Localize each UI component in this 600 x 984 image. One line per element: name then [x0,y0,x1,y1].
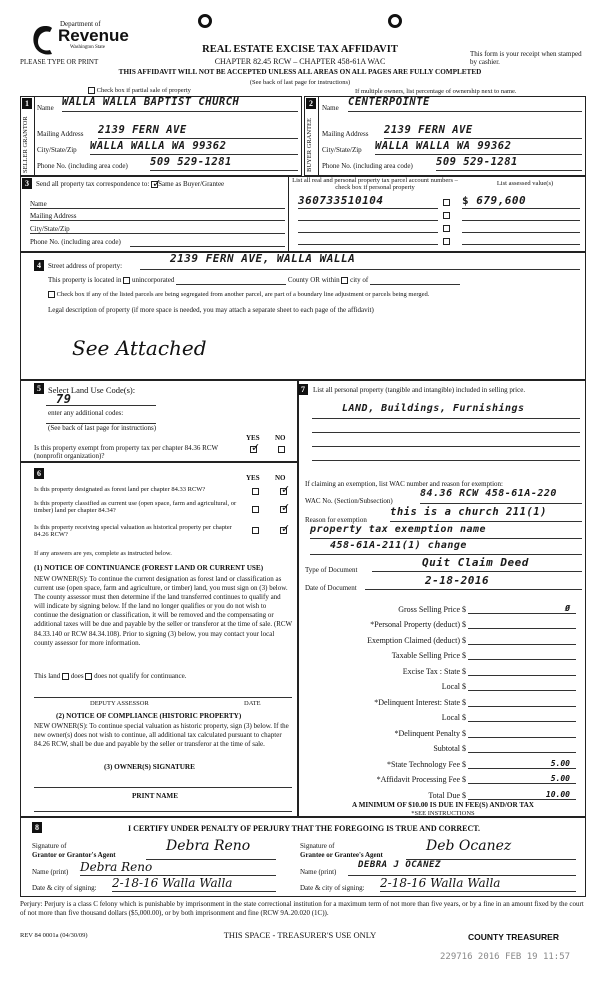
assessed-value-field-2[interactable] [462,209,580,221]
buyer-city-field[interactable]: WALLA WALLA WA 99362 [375,140,582,155]
wac-field[interactable]: 84.36 RCW 458-61A-220 [420,488,582,504]
city-field[interactable] [370,276,460,285]
section-3-number: 3 [22,178,32,189]
wac-label: WAC No. (Section/Subsection) [305,497,393,505]
fee-label: Subtotal $ [433,744,466,753]
grantor-print-label: Name (print) [32,868,69,876]
s3-phone-field[interactable] [130,234,285,247]
s3-name-label: Name [30,200,47,208]
reason-field-2[interactable]: property tax exemption name [310,524,582,539]
same-as-buyer-checkbox[interactable]: ✓ [152,177,162,190]
does-not-label: does not qualify for continuance. [94,672,187,680]
grantee-sig-label1: Signature of [300,842,335,850]
grantor-sig-label1: Signature of [32,842,67,850]
assessed-value-field-4[interactable] [462,233,580,245]
seller-city-label: City/State/Zip [37,146,77,154]
land-use-field[interactable]: 79 [46,392,156,406]
parcel-number-field-2[interactable] [298,209,438,221]
s6-yes: YES [246,474,260,482]
personal-property-checkbox-4[interactable] [443,238,450,245]
s5-no: NO [275,434,286,442]
parcel-number-field-4[interactable] [298,233,438,245]
land-use-label: Select Land Use Code(s): [48,385,136,395]
notice1-title: (1) NOTICE OF CONTINUANCE (FOREST LAND OR CURRENT USE) [34,564,264,572]
reason-label: Reason for exemption [305,516,367,524]
historic-question: Is this property receiving special valuation as historical property per chapter 84.26 RCW? [34,524,232,538]
warning: THIS AFFIDAVIT WILL NOT BE ACCEPTED UNLESS ALL AREAS ON ALL PAGES ARE FULLY COMPLETED [118,68,482,76]
fees-table [300,598,584,800]
fee-value[interactable] [468,737,576,738]
grantee-print-field[interactable]: DEBRA J OCANEZ [348,860,576,876]
exempt-yes-checkbox[interactable]: ✓ [251,442,261,454]
fee-value[interactable] [468,628,576,629]
dor-logo [30,20,129,60]
section-4-box [20,252,586,380]
fee-label: Total Due $ [428,790,466,800]
county-or-label: County OR within [287,276,340,284]
current-use-yes-checkbox[interactable] [252,506,259,513]
fee-value[interactable]: 5.00 [468,759,576,769]
seller-phone-field[interactable]: 509 529-1281 [150,156,298,171]
s3-city-field[interactable] [30,221,285,234]
fee-row [300,645,584,661]
doc-date-label: Date of Document [305,584,357,592]
date-label: DATE [244,700,261,707]
grantee-signature-field[interactable]: Deb Ocanez [406,838,576,860]
print-note: PLEASE TYPE OR PRINT [20,58,99,66]
exempt-question: Is this property exempt from property tax per chapter 84.36 RCW (nonprofit organization)? [34,444,218,460]
s5-see-back: (See back of last page for instructions) [48,424,157,432]
city-of-checkbox[interactable] [341,277,348,284]
buyer-mailing-label: Mailing Address [322,130,369,138]
section-4-number: 4 [34,260,44,271]
correspondence-label: Send all property tax correspondence to: [36,180,150,188]
fee-label: *Affidavit Processing Fee $ [376,775,466,784]
segregated-label: Check box if any of the listed parcels are being segregated from another parcel, are part of a boundary line adjustment or parcels being merged. [56,291,430,298]
form-title: REAL ESTATE EXCISE TAX AFFIDAVIT [202,44,398,55]
fee-row [300,660,584,676]
street-field[interactable]: 2139 FERN AVE, WALLA WALLA [140,252,580,270]
same-as-buyer-label: Same as Buyer/Grantee [158,180,225,188]
fee-row [300,676,584,692]
notice2-title: (2) NOTICE OF COMPLIANCE (HISTORIC PROPERTY) [56,712,242,720]
reason-field-3[interactable]: 458-61A-211(1) change [310,540,582,555]
does-label: does [70,672,84,680]
exempt-no-checkbox[interactable] [278,446,285,453]
buyer-phone-label: Phone No. (including area code) [322,162,413,170]
county-field[interactable] [176,276,286,285]
s5-yes: YES [246,434,260,442]
fee-label: Local $ [441,682,466,691]
legal-desc-field[interactable]: See Attached [72,336,207,360]
historic-yes-checkbox[interactable] [252,527,259,534]
treasurer-stamp: 229716 2016 FEB 19 11:57 [440,952,571,962]
fee-value[interactable] [468,659,576,660]
forest-no-checkbox[interactable]: ✓ [281,484,291,496]
see-instructions: *SEE INSTRUCTIONS [411,810,475,817]
fee-value[interactable]: 10.00 [468,790,576,800]
min-due: A MINIMUM OF $10.00 IS DUE IN FEE(S) AND/OR TAX [352,801,534,809]
grantor-date-field[interactable]: 2-18-16 Walla Walla [112,876,276,892]
s3-mailing-label: Mailing Address [30,212,77,220]
personal-property-checkbox-2[interactable] [443,212,450,219]
unincorporated-checkbox[interactable] [123,277,130,284]
seller-side-label: SELLER GRANTOR [22,116,29,174]
fee-value[interactable] [468,752,576,753]
additional-codes-label: enter any additional codes: [48,409,124,417]
notice1-text: NEW OWNER(S): To continue the current designation as forest land or classification as current use (open space, farm and agriculture, or timber) land, you must sign on (3) below. The county assessor must then determine if the land transferred continues to qualify and will indicate by signing below. If the land no longer qualifies or you do not wish to continue the designation or classification, it will be removed and the compensating or additional taxes will be due and payable by the seller or transferor at the time of sale. (RCW 84.33.140 or RCW 84.34.108). Prior to signing (3) below, you may contact your local county assessor for more information. [34,575,293,647]
dept-line3: Washington State [70,45,106,50]
seller-mailing-field[interactable]: 2139 FERN AVE [98,124,298,139]
fee-row [300,784,584,800]
street-label: Street address of property: [48,262,123,270]
buyer-mailing-field[interactable]: 2139 FERN AVE [384,124,582,139]
s6-no: NO [275,474,286,482]
receipt-note: This form is your receipt when stamped by cashier. [470,50,582,66]
current-use-question: Is this property classified as current use (open space, farm and agricultural, or timber) land per chapter 84.34? [34,500,237,514]
notice2-text: NEW OWNER(S): To continue special valuation as historic property, sign (3) below. If the new owner(s) does not wish to continue, all additional tax calculated pursuant to chapter 84.26 RCW, shall be due and payable by the seller or transferor at the time of sale. [34,722,289,748]
fee-label: *Delinquent Penalty $ [394,728,466,738]
certify-text: I CERTIFY UNDER PENALTY OF PERJURY THAT THE FOREGOING IS TRUE AND CORRECT. [128,824,481,833]
this-land-label: This land [34,672,61,680]
assessed-value-field-3[interactable] [462,221,580,233]
treasurer-space: THIS SPACE - TREASURER'S USE ONLY [223,930,377,940]
city-of-label: city of [350,276,369,284]
fee-label: *Personal Property (deduct) $ [370,620,466,629]
dept-line2: Revenue [58,26,129,45]
see-back: (See back of last page for instructions) [249,79,351,86]
assessed-value-field[interactable]: $ 679,600 [462,194,580,209]
fee-row [300,707,584,723]
personal-property-field-4[interactable] [312,447,580,461]
fee-value[interactable]: Ø [468,604,576,614]
s3-city-label: City/State/Zip [30,225,70,233]
fee-label: Gross Selling Price $ [398,604,466,614]
fee-label: Exemption Claimed (deduct) $ [367,635,466,645]
perjury-text: Perjury: Perjury is a class C felony which is punishable by imprisonment in the state correctional institution for a maximum term of not more than five years, or by a fine in an amount fixed by the court of not more than five thousand dollars ($5,000.00), or by both imprisonment and fine (RCW 9A.20.020 (1C)). [20,900,584,918]
personal-property-checkbox-3[interactable] [443,225,450,232]
s3-name-field[interactable] [30,196,285,209]
grantee-date-field[interactable]: 2-18-16 Walla Walla [380,876,576,892]
punch-hole-left [198,14,212,28]
fee-label: *State Technology Fee $ [386,759,466,769]
print-name-field[interactable] [34,800,292,812]
personal-property-field-3[interactable] [312,433,580,447]
seller-city-field[interactable]: WALLA WALLA WA 99362 [90,140,298,155]
rev-number: REV 84 0001a (04/30/09) [20,932,88,939]
section-2-number: 2 [306,98,316,109]
fee-value[interactable]: 5.00 [468,774,576,784]
located-in-label: This property is located in [48,276,122,284]
fee-row [300,753,584,769]
personal-property-label: List all personal property (tangible and intangible) included in selling price. [313,386,526,394]
partial-sale-checkbox[interactable] [88,87,95,94]
seller-name-label: Name [37,104,54,112]
additional-codes-field[interactable] [46,416,156,424]
buyer-city-label: City/State/Zip [322,146,362,154]
fee-label: Excise Tax : State $ [402,666,466,676]
buyer-side-label: BUYER GRANTEE [306,118,313,172]
fee-row [300,598,584,614]
current-use-no-checkbox[interactable]: ✓ [281,502,291,514]
section-5-number: 5 [34,383,44,394]
parcel-number-field[interactable]: 360733510104 [298,194,438,209]
doc-date-field[interactable]: 2-18-2016 [365,574,582,590]
fee-row [300,614,584,630]
fee-row [300,722,584,738]
unincorporated-label: unincorporated [131,276,175,284]
grantee-sig-label2: Grantee or Grantee's Agent [300,851,383,859]
fee-value[interactable] [468,721,576,722]
buyer-name-field[interactable]: CENTERPOINTE [348,96,582,112]
fee-label: Local $ [441,713,466,722]
historic-no-checkbox[interactable]: ✓ [281,523,291,535]
grantee-date-label: Date & city of signing: [300,884,365,892]
fee-label: Taxable Selling Price $ [391,651,466,660]
s3-phone-label: Phone No. (including area code) [30,238,121,246]
legal-desc-label: Legal description of property (if more space is needed, you may attach a separate sheet to each page of the affidavit) [48,306,374,314]
multiple-owners-note: If multiple owners, list percentage of ownership next to name. [355,88,517,95]
personal-property-field-2[interactable] [312,419,580,433]
doc-type-label: Type of Document [305,566,358,574]
exemption-label: If claiming an exemption, list WAC number and reason for exemption: [305,480,503,488]
section-8-number: 8 [32,822,42,833]
deputy-label: DEPUTY ASSESSOR [90,700,149,707]
seller-phone-label: Phone No. (including area code) [37,162,128,170]
personal-property-field[interactable]: LAND, Buildings, Furnishings [312,403,580,419]
assessed-value: 679,600 [476,194,527,207]
seller-name-field[interactable]: WALLA WALLA BAPTIST CHURCH [62,96,298,112]
county-treasurer: COUNTY TREASURER [468,932,559,942]
fee-value[interactable] [468,644,576,645]
grantee-print-label: Name (print) [300,868,337,876]
does-checkbox[interactable] [62,673,69,680]
fee-row [300,629,584,645]
partial-sale-label: Check box if partial sale of property [96,87,191,94]
section-1-number: 1 [22,98,32,109]
forest-question: Is this property designated as forest land per chapter 84.33 RCW? [34,486,206,493]
reason-field-1[interactable]: this is a church 211(1) [390,506,582,522]
grantor-print-field[interactable]: Debra Reno [80,860,276,876]
fee-row [300,691,584,707]
parcel-number-field-3[interactable] [298,221,438,233]
doc-type-field[interactable]: Quit Claim Deed [372,556,582,572]
forest-yes-checkbox[interactable] [252,488,259,495]
fee-value[interactable] [468,675,576,676]
deputy-signature-field[interactable] [34,684,292,698]
parcel-header: List all real and personal property tax parcel account numbers – check box if personal property [292,177,458,191]
buyer-phone-field[interactable]: 509 529-1281 [436,156,582,171]
punch-hole-right [388,14,402,28]
grantor-sig-label2: Grantor or Grantor's Agent [32,851,116,859]
fee-value[interactable] [468,690,576,691]
owner-signature-label: (3) OWNER(S) SIGNATURE [104,763,195,771]
fee-label: *Delinquent Interest: State $ [374,697,466,707]
dor-logo-icon [30,24,60,58]
does-not-checkbox[interactable] [85,673,92,680]
form-chapter: CHAPTER 82.45 RCW – CHAPTER 458-61A WAC [214,57,386,66]
dept-line1: Department of [60,20,101,28]
fee-row [300,738,584,754]
if-yes-note: If any answers are yes, complete as instructed below. [34,550,172,557]
owner-signature-field[interactable] [34,776,292,788]
segregated-checkbox[interactable] [48,291,55,298]
fee-value[interactable] [468,706,576,707]
print-name-label: PRINT NAME [132,792,178,800]
section-7-number: 7 [298,384,308,395]
seller-mailing-label: Mailing Address [37,130,84,138]
buyer-name-label: Name [322,104,339,112]
section-6-number: 6 [34,468,44,479]
fee-row [300,769,584,785]
s3-mailing-field[interactable] [30,209,285,221]
grantor-signature-field[interactable]: Debra Reno [146,838,276,860]
personal-property-checkbox-1[interactable] [443,199,450,206]
assessed-header: List assessed value(s) [496,180,554,187]
grantor-date-label: Date & city of signing: [32,884,97,892]
